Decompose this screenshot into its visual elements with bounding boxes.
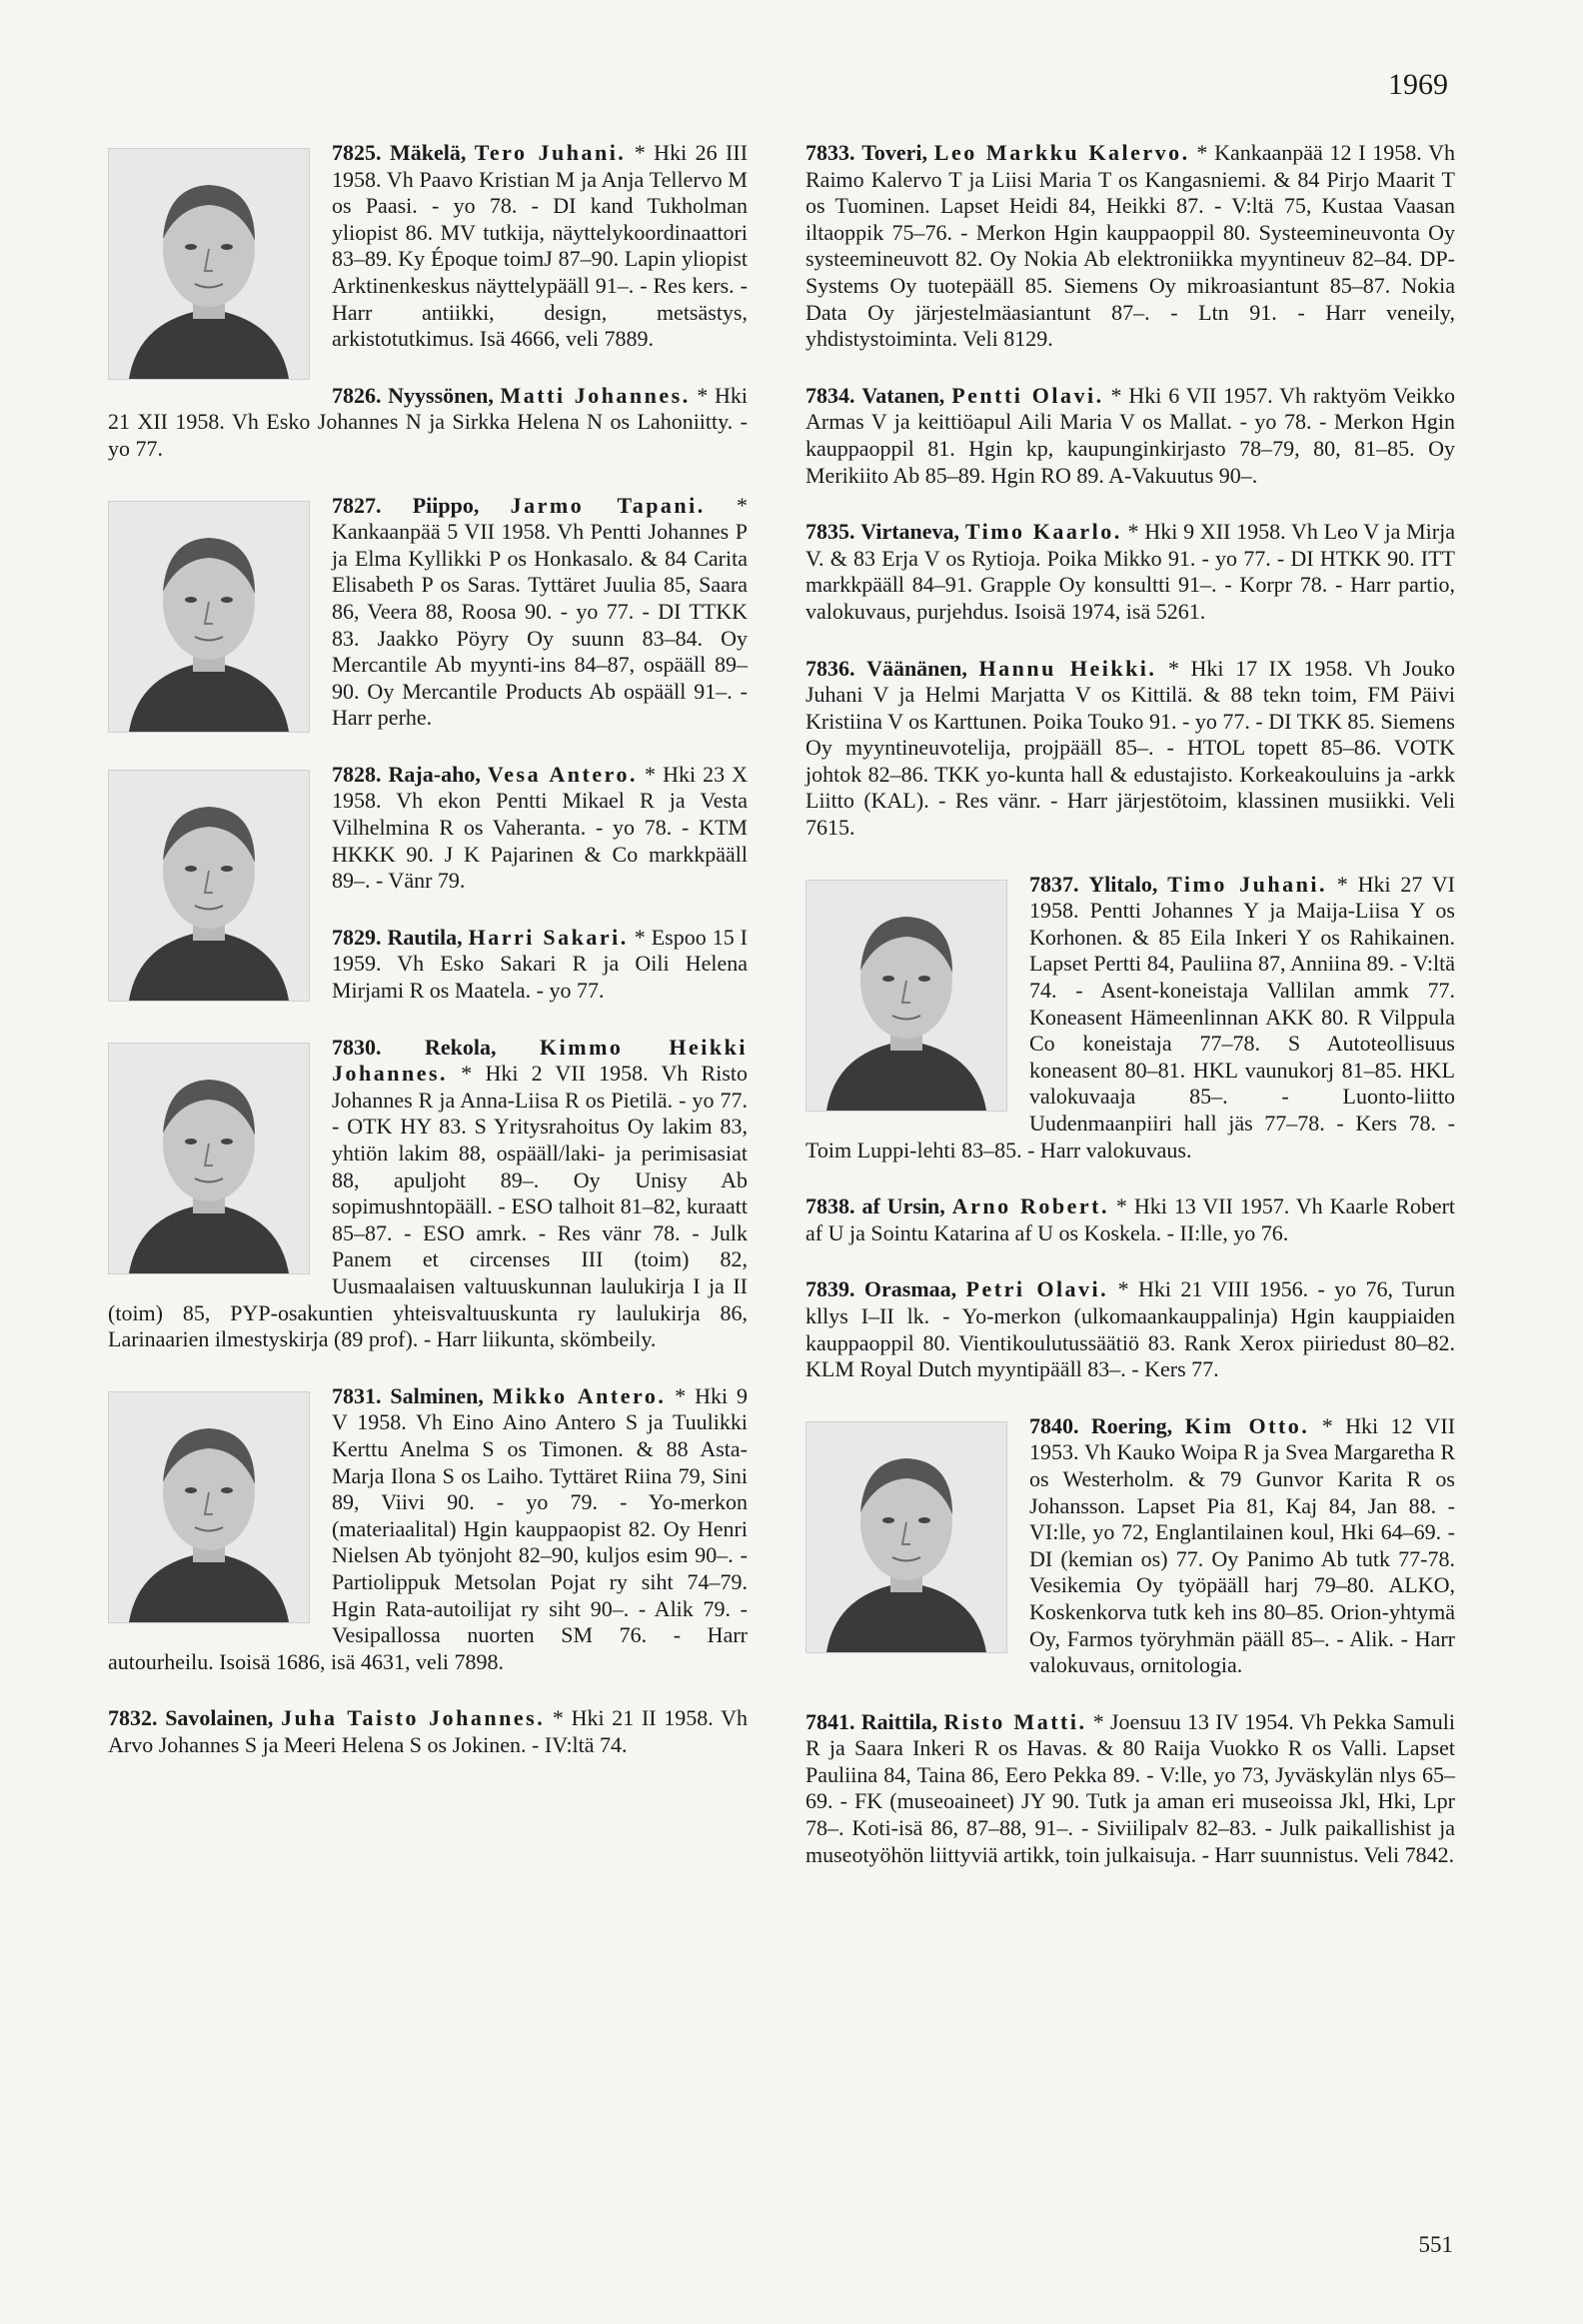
entry-given-names: Timo Juhani.	[1167, 871, 1327, 897]
entry-given-names: Kim Otto.	[1184, 1412, 1310, 1438]
entry-surname: Virtaneva,	[860, 519, 960, 545]
entry-given-names: Vesa Antero.	[487, 761, 638, 787]
portrait-7831	[108, 1391, 310, 1623]
biography-entry	[805, 656, 1455, 842]
entry-given-names: Juha Taisto Johannes.	[281, 1705, 546, 1731]
entry-number: 7835.	[805, 519, 855, 545]
entry-text: * Joensuu 13 IV 1954. Vh Pekka Samuli R ja Saara Inkeri R os Havas. & 80 Raija Vuokko R os Valli. Lapset Pauliina 84, Taina 86, Eero Pekka 89. - V:lle, yo 73, Jyväskylän nlys 65–69. - FK (museoaineet) JY 90. Tutk ja aman eri museoissa Jkl, Hki, Lpr 78–. Koti-isä 86, 87–88, 91–. - Siviilipalv 82–83. - Julk paikallishist ja museotyöhön liittyviä artikk, toin julkaisuja. - Harr suunnistus. Veli 7842.	[805, 1708, 1456, 1867]
page-number: 551	[1418, 2232, 1453, 2257]
portrait-image	[806, 881, 1006, 1111]
entry-text: * Kankaanpää 5 VII 1958. Vh Pentti Johannes P ja Elma Kyllikki P os Honkasalo. & 84 Carita Elisabeth P os Saras. Tyttäret Juulia 85, Saara 86, Veera 88, Roosa 90. - yo 77. - DI TTKK 83. Jaakko Pöyry Oy suunn 83–84. Oy Mercantile Ab myynti-ins 84–87, ospääll 89–90. Oy Mercantile Products Ab ospääll 91–. - Harr perhe.	[332, 492, 749, 731]
entry-text: * Hki 23 X 1958. Vh ekon Pentti Mikael R ja Vesta Vilhelmina R os Vaheranta. - yo 78. - KTM HKKK 90. J K Pajarinen & Co markkpääll 89–. - Vänr 79.	[332, 761, 749, 894]
entry-text: * Hki 27 VI 1958. Pentti Johannes Y ja Maija-Liisa Y os Korhonen. & 85 Eila Inkeri Y os Rahikainen. Lapset Pertti 84, Pauliina 87, Anniina 89. - V:ltä 74. - Asent-koneistaja Vallilan ammk 77. Koneasent Hämeenlinnan AKK 80. R Vilppula Co koneistaja 77–78. S Autoteollisuus koneasent 80–81. HKL vaunukorj 81–85. HKL valokuvaaja 85–. - Luonto-liitto Uudenmaanpiiri hall jäs 77–78. - Kers 78. - Toim Luppi-lehti 83–85. - Harr valokuvaus.	[805, 871, 1455, 1162]
biography-entry	[805, 1193, 1455, 1246]
entry-number: 7838.	[805, 1193, 855, 1219]
entry-text: * Hki 9 XII 1958. Vh Leo V ja Mirja V. & 83 Erja V os Rytioja. Poika Mikko 91. - yo 77. - DI HTKK 90. ITT markkpääll 84–91. Grapple Oy konsultti 91–. - Korpr 78. - Harr partio, valokuvaus, purjehdus. Isoisä 1974, isä 5261.	[805, 519, 1455, 624]
entry-surname: Toveri,	[861, 140, 928, 165]
biography-entry	[108, 383, 748, 463]
biography-entry	[805, 140, 1455, 353]
entry-given-names: Harri Sakari.	[468, 924, 629, 950]
portrait-image	[109, 1392, 309, 1622]
biography-entry	[108, 140, 748, 353]
left-column	[108, 140, 748, 1788]
entry-number: 7833.	[805, 140, 855, 165]
biography-entry	[108, 1383, 748, 1676]
entry-number: 7826.	[332, 382, 382, 408]
biography-entry	[805, 519, 1455, 625]
entry-surname: Mäkelä,	[389, 140, 467, 165]
entry-given-names: Kimmo Heikki Johannes.	[332, 1034, 748, 1087]
entry-text: * Hki 26 III 1958. Vh Paavo Kristian M ja Anja Tellervo M os Paasi. - yo 78. - DI kand Tukholman yliopist 86. MV tutkija, näyttelykoordinaattori 83–89. Ky Époque toimJ 87–90. Lapin yliopist Arktinenkeskus näyttelypääll 91–. - Res kers. - Harr antiikki, design, metsästys, arkistotutkimus. Isä 4666, veli 7889.	[332, 140, 749, 352]
entry-surname: Nyyssönen,	[388, 382, 494, 408]
entry-number: 7832.	[108, 1705, 158, 1731]
portrait-image	[109, 771, 309, 1001]
portrait-7827	[108, 501, 310, 733]
entry-number: 7828.	[332, 761, 382, 787]
entry-number: 7831.	[332, 1382, 382, 1408]
entry-text: * Hki 9 V 1958. Vh Eino Aino Antero S ja Tuulikki Kerttu Anelma S os Timonen. & 88 Asta-Marja Ilona S os Laiho. Tyttäret Riina 79, Sini 89, Viivi 90. - yo 79. - Yo-merkon (materiaalital) Hgin kauppaopist 82. Oy Henri Nielsen Ab työnjoht 82–90, kuljos esim 90–. - Partiolippuk Metsolan Pojat ry siht 74–79. Hgin Rata-autoilijat ry siht 90–. - Alik 79. - Vesipallossa nuorten SM 76. - Harr autourheilu. Isoisä 1686, isä 4631, veli 7898.	[108, 1382, 748, 1674]
portrait-7830	[108, 1043, 310, 1274]
portrait-7825	[108, 148, 310, 380]
entry-number: 7825.	[332, 140, 382, 165]
entry-number: 7830.	[332, 1034, 382, 1060]
biography-entry	[805, 1276, 1455, 1382]
entry-number: 7836.	[805, 655, 855, 681]
portrait-image	[109, 1044, 309, 1273]
portrait-image	[109, 502, 309, 732]
biography-entry	[108, 762, 748, 895]
entry-given-names: Pentti Olavi.	[951, 382, 1104, 408]
entry-surname: Raittila,	[860, 1708, 938, 1734]
right-column	[805, 140, 1455, 1898]
entry-text: * Hki 21 II 1958. Vh Arvo Johannes S ja Meeri Helena S os Jokinen. - IV:ltä 74.	[108, 1705, 748, 1757]
entry-surname: Savolainen,	[165, 1705, 274, 1731]
entry-given-names: Matti Johannes.	[500, 382, 691, 408]
entry-given-names: Hannu Heikki.	[978, 655, 1157, 681]
entry-surname: Rekola,	[425, 1034, 497, 1060]
entry-text: * Hki 21 VIII 1956. - yo 76, Turun kllys I–II lk. - Yo-merkon (ulkomaankauppalinja) Hgin kauppiaiden kauppaoppil 80. Vientikoulutussäätiö 83. Rank Xerox piiriedust 80–82. KLM Royal Dutch myyntipääll 83–. - Kers 77.	[805, 1276, 1456, 1382]
entry-number: 7837.	[1029, 871, 1079, 897]
entry-given-names: Risto Matti.	[943, 1708, 1087, 1734]
entry-number: 7841.	[805, 1708, 855, 1734]
entry-given-names: Timo Kaarlo.	[964, 519, 1122, 545]
portrait-7828	[108, 770, 310, 1002]
entry-text: * Hki 6 VII 1957. Vh raktyöm Veikko Armas V ja keittiöapul Aili Maria V os Mallat. - yo 78. - Merkon Hgin kauppaoppil 81. Hgin kp, kaupunginkirjasto 78–79, 80, 81–85. Oy Merikiito Ab 85–89. Hgin RO 89. A-Vakuutus 90–.	[805, 382, 1455, 488]
portrait-image	[109, 149, 309, 379]
entry-text: * Kankaanpää 12 I 1958. Vh Raimo Kalervo T ja Liisi Maria T os Kangasniemi. & 84 Pirjo Maarit T os Tuominen. Lapset Heidi 84, Heikki 87. - V:ltä 75, Kustaa Vaasan iltaoppik 75–76. - Merkon Hgin kauppaoppil 80. Systeemineuvonta Oy systeemineuvott 82. Oy Nokia Ab elektroniikka myyntineuv 82–84. DP-Systems Oy tuotepääll 85. Siemens Oy mikroasiantunt 85–87. Nokia Data Oy järjestelmäasiantunt 87–. - Ltn 91. - Harr veneily, yhdistystoiminta. Veli 8129.	[805, 140, 1456, 352]
page-year: 1969	[1388, 68, 1448, 101]
entry-surname: Piippo,	[412, 492, 480, 518]
biography-entry	[805, 1709, 1455, 1869]
entry-given-names: Tero Juhani.	[474, 140, 627, 165]
entry-surname: Väänänen,	[866, 655, 967, 681]
entry-number: 7827.	[332, 492, 382, 518]
entry-given-names: Jarmo Tapani.	[510, 492, 706, 518]
biography-entry	[805, 872, 1455, 1164]
biography-entry	[108, 493, 748, 732]
entry-text: * Hki 21 XII 1958. Vh Esko Johannes N ja Sirkka Helena N os Lahoniitty. - yo 77.	[108, 382, 749, 461]
biography-entry	[108, 1035, 748, 1353]
entry-surname: Vatanen,	[861, 382, 945, 408]
entry-surname: Roering,	[1090, 1412, 1173, 1438]
portrait-7837	[805, 880, 1007, 1112]
biography-entry	[108, 1705, 748, 1758]
entry-number: 7839.	[805, 1276, 855, 1302]
entry-surname: Rautila,	[387, 924, 463, 950]
entry-text: * Hki 13 VII 1957. Vh Kaarle Robert af U ja Sointu Katarina af U os Koskela. - II:lle, yo 76.	[805, 1193, 1456, 1245]
entry-number: 7829.	[332, 924, 382, 950]
entry-number: 7840.	[1029, 1412, 1079, 1438]
entry-given-names: Mikko Antero.	[492, 1382, 667, 1408]
entry-surname: Salminen,	[390, 1382, 484, 1408]
entry-given-names: Leo Markku Kalervo.	[933, 140, 1190, 165]
entry-surname: af Ursin,	[861, 1193, 945, 1219]
entry-surname: Orasmaa,	[863, 1276, 957, 1302]
entry-given-names: Arno Robert.	[951, 1193, 1109, 1219]
entry-surname: Raja-aho,	[388, 761, 481, 787]
portrait-image	[806, 1422, 1006, 1652]
entry-number: 7834.	[805, 382, 855, 408]
entry-given-names: Petri Olavi.	[965, 1276, 1109, 1302]
entry-text: * Hki 2 VII 1958. Vh Risto Johannes R ja Anna-Liisa R os Pietilä. - yo 77. - OTK HY 83. S Yritysrahoitus Oy lakim 83, yhtiön lakim 88, ospääll/laki- ja perimisasiat 88, apuljoht 89–. Oy Unisy Ab sopimushntopääll. - ESO talhoit 81–82, kuraatt 85–87. - ESO amrk. - Res vänr 78. - Julk Panem et circenses III (toim) 82, Uusmaalaisen valtuuskunnan laulukirja I ja II (toim) 85, PYP-osakuntien yhteisvaltuuskunta ry laulukirja 86, Larinaarien ilmestyskirja (89 prof). - Harr liikunta, skömbeily.	[108, 1061, 749, 1352]
entry-surname: Ylitalo,	[1088, 871, 1158, 897]
portrait-7840	[805, 1421, 1007, 1653]
biography-entry	[805, 1413, 1455, 1679]
biography-entry	[805, 383, 1455, 489]
entry-text: * Hki 12 VII 1953. Vh Kauko Woipa R ja Svea Margaretha R os Westerholm. & 79 Gunvor Karita R os Johansson. Lapset Pia 81, Kaj 84, Jan 88. - VI:lle, yo 72, Englantilainen koul, Hki 64–69. - DI (kemian os) 77. Oy Panimo Ab tutk 77-78. Vesikemia Oy työpääll harj 79–80. ALKO, Koskenkorva tutk keh ins 80–85. Orion-yhtymä Oy, Farmos työryhmän pääll 85–. - Alik. - Harr valokuvaus, ornitologia.	[1029, 1412, 1456, 1678]
entry-text: * Espoo 15 I 1959. Vh Esko Sakari R ja Oili Helena Mirjami R os Maatela. - yo 77.	[332, 924, 749, 1004]
entry-text: * Hki 17 IX 1958. Vh Jouko Juhani V ja Helmi Marjatta V os Kittilä. & 88 tekn toim, FM Päivi Kristiina V os Karttunen. Poika Touko 91. - yo 77. - DI TKK 85. Siemens Oy myyntineuvotelija, projpääll 85–. - HTOL topett 85–86. VOTK johtok 82–86. TKK yo-kunta hall & edustajisto. Korkeakouluins ja -arkk Liitto (KAL). - Res vänr. - Harr järjestötoim, klassinen musiikki. Veli 7615.	[805, 655, 1456, 841]
